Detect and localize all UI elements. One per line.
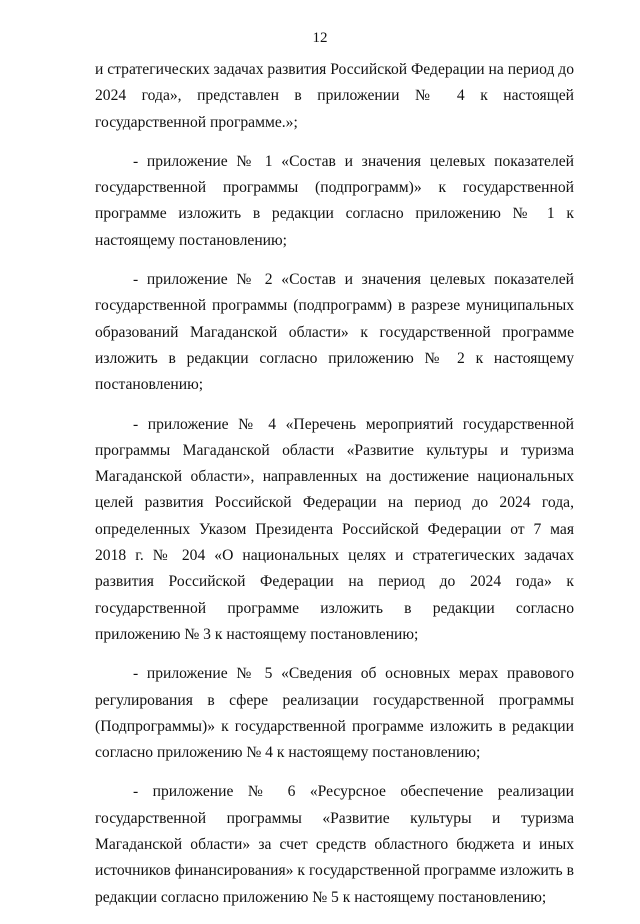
paragraph-appendix-6: - приложение № 6 «Ресурсное обеспечение реализации государственной программы «Развитие культуры и туризма Магаданской области» за счет средств областного бюджета и иных источников финансирования» к государственной программе изложить в редакции согласно приложению № 5 к настоящему постановлению; bbox=[95, 783, 574, 906]
paragraph-appendix-5: - приложение № 5 «Сведения об основных мерах правового регулирования в сфере реализации государственной программы (Подпрограммы)» к государственной программе изложить в редакции согласно приложению № 4 к настоящему постановлению; bbox=[95, 665, 574, 762]
paragraph-continuation: и стратегических задачах развития Российской Федерации на период до 2024 года», представлен в приложении № 4 к настоящей государственной программе.»; bbox=[95, 61, 575, 131]
page-number: 12 bbox=[312, 30, 328, 46]
document-body bbox=[95, 57, 574, 924]
paragraph-appendix-4: - приложение № 4 «Перечень мероприятий государственной программы Магаданской области «Развитие культуры и туризма Магаданской области», направленных на достижение национальных целей развития Российской Федерации на период до 2024 года, определенных Указом Президента Российской Федерации от 7 мая 2018 г. № 204 «О национальных целях и стратегических задачах развития Российской Федерации на период до 2024 года» к государственной программе изложить в редакции согласно приложению № 3 к настоящему постановлению; bbox=[95, 415, 574, 643]
paragraph-appendix-1: - приложение № 1 «Состав и значения целевых показателей государственной программы (подпрограмм)» к государственной программе изложить в редакции согласно приложению № 1 к настоящему постановлению; bbox=[95, 152, 574, 249]
paragraph-appendix-2: - приложение № 2 «Состав и значения целевых показателей государственной программы (подпрограмм) в разрезе муниципальных образований Магаданской области» к государственной программе изложить в редакции согласно приложению № 2 к настоящему постановлению; bbox=[95, 271, 574, 394]
